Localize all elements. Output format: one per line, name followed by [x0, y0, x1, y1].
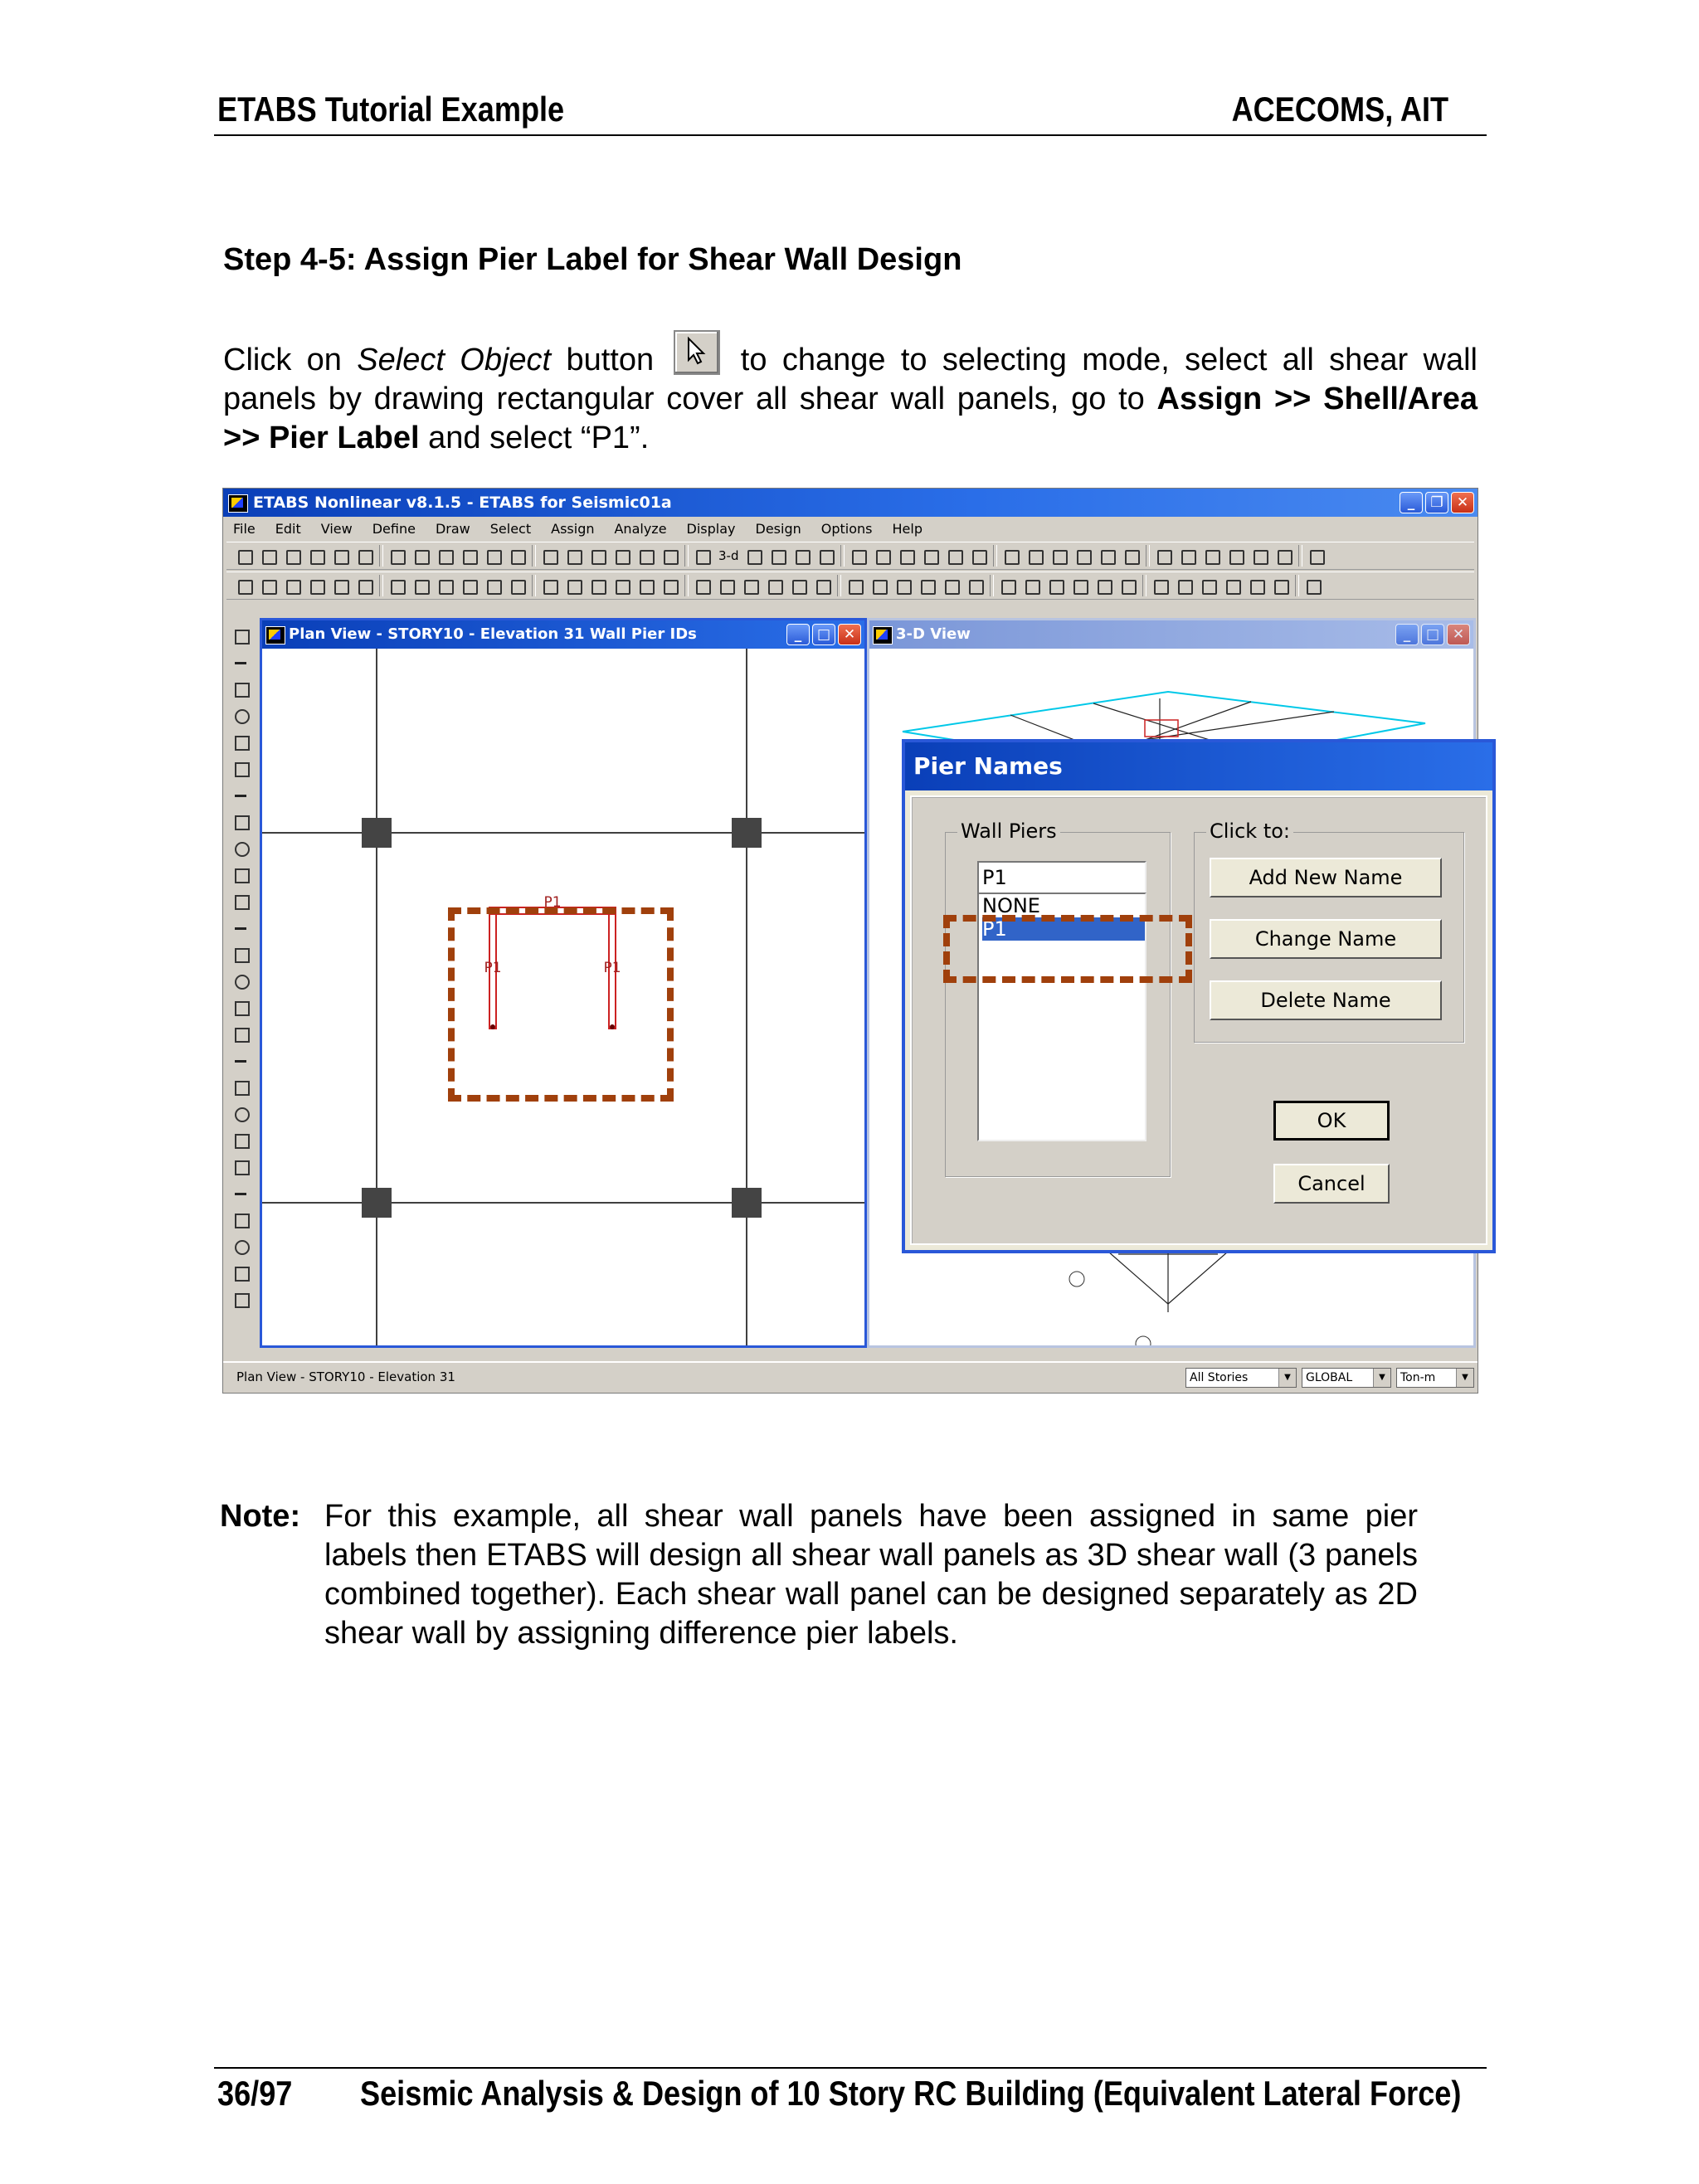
- draw-tool-icon[interactable]: [231, 1184, 251, 1204]
- pier-names-dialog: [902, 739, 1496, 1253]
- draw-tool-icon[interactable]: [231, 706, 251, 726]
- draw-tool-icon[interactable]: [231, 945, 251, 965]
- etabs-window: [222, 488, 1478, 1394]
- pier-label-right: P1: [603, 960, 621, 976]
- coord-system-select[interactable]: GLOBAL ▼: [1302, 1368, 1391, 1388]
- toolbar-tool-icon[interactable]: [893, 576, 913, 595]
- toolbar-separator: [837, 575, 841, 596]
- menu-item-analyze[interactable]: Analyze: [614, 521, 667, 537]
- wall-piers-group: [945, 820, 1171, 1177]
- draw-tool-icon[interactable]: [231, 1051, 251, 1071]
- toolbar-tool-icon[interactable]: [1118, 576, 1138, 595]
- cancel-button[interactable]: Cancel: [1273, 1164, 1390, 1204]
- toolbar-tool-icon[interactable]: [918, 576, 937, 595]
- toolbar-tool-icon[interactable]: [1025, 547, 1045, 565]
- dropdown-arrow-icon: ▼: [1456, 1369, 1473, 1387]
- list-item-selected[interactable]: P1: [982, 917, 1145, 941]
- toolbar-tool-icon[interactable]: [765, 576, 785, 595]
- maximize-button[interactable]: □: [1421, 624, 1444, 645]
- toolbar-separator: [1295, 575, 1299, 596]
- toolbar-tool-icon[interactable]: [1094, 576, 1114, 595]
- instruction-text: and select “P1”.: [419, 421, 650, 455]
- toolbar-tool-icon[interactable]: [969, 547, 989, 565]
- toolbar-tool-icon[interactable]: [897, 547, 917, 565]
- menu-item-design[interactable]: Design: [755, 521, 801, 537]
- toolbar-tool-icon[interactable]: [813, 576, 833, 595]
- pier-name-input[interactable]: P1: [977, 861, 1146, 894]
- stories-select[interactable]: All Stories ▼: [1185, 1368, 1297, 1388]
- draw-tool-icon[interactable]: [231, 653, 251, 673]
- toolbar-tool-icon[interactable]: [411, 576, 431, 595]
- select-object-button-icon: [674, 330, 720, 375]
- toolbar-tool-icon[interactable]: [636, 547, 656, 565]
- draw-tool-icon[interactable]: [231, 1237, 251, 1257]
- instruction-text: Click on: [223, 343, 358, 377]
- toolbar-tool-icon[interactable]: [845, 576, 865, 595]
- toolbar-tool-icon[interactable]: [1247, 576, 1267, 595]
- pier-label-top: P1: [543, 894, 562, 911]
- toolbar-tool-icon[interactable]: [331, 576, 351, 595]
- toolbar-separator: [990, 575, 994, 596]
- header-left: ETABS Tutorial Example: [217, 90, 565, 129]
- menu-item-view[interactable]: View: [320, 521, 353, 537]
- draw-tool-icon[interactable]: [231, 1263, 251, 1283]
- toolbar-tool-icon[interactable]: [564, 576, 584, 595]
- footer-page-number: 36/97: [217, 2074, 293, 2113]
- draw-tool-icon[interactable]: [231, 1077, 251, 1097]
- menu-item-help[interactable]: Help: [892, 521, 923, 537]
- draw-tool-icon[interactable]: [231, 1131, 251, 1150]
- toolbar-tool-icon[interactable]: [1022, 576, 1042, 595]
- toolbar-tool-icon[interactable]: [588, 576, 608, 595]
- minimize-button[interactable]: _: [1395, 624, 1419, 645]
- toolbar-tool-icon[interactable]: [484, 547, 504, 565]
- toolbar-separator: [1142, 575, 1146, 596]
- app-titlebar: [223, 489, 1477, 517]
- toolbar-tool-icon[interactable]: [1175, 576, 1195, 595]
- toolbar-tool-icon[interactable]: [1046, 576, 1066, 595]
- menu-item-options[interactable]: Options: [820, 521, 873, 537]
- toolbar-tool-icon[interactable]: [387, 547, 407, 565]
- toolbar-tool-icon[interactable]: [612, 547, 632, 565]
- toolbar-tool-icon[interactable]: [792, 547, 812, 565]
- toolbar-tool-icon[interactable]: [387, 576, 407, 595]
- toolbar-tool-icon[interactable]: [942, 576, 961, 595]
- 3d-view-titlebar: [869, 620, 1473, 649]
- toolbar-separator: [1298, 545, 1302, 567]
- toolbar-tool-icon[interactable]: [945, 547, 965, 565]
- toolbar-tool-icon[interactable]: [283, 576, 303, 595]
- minimize-button[interactable]: _: [1400, 492, 1423, 513]
- toolbar-tool-icon[interactable]: [636, 576, 656, 595]
- toolbar-tool-icon[interactable]: [966, 576, 986, 595]
- wall-piers-label: Wall Piers: [957, 820, 1060, 843]
- selection-highlight-box: [448, 907, 674, 1102]
- toolbar-tool-icon[interactable]: [1154, 547, 1174, 565]
- close-button[interactable]: ✕: [838, 624, 861, 645]
- header-right: ACECOMS, AIT: [1231, 90, 1448, 129]
- toolbar-tool-icon[interactable]: [1049, 547, 1069, 565]
- draw-tool-icon[interactable]: [231, 1210, 251, 1230]
- draw-tool-icon[interactable]: [231, 812, 251, 832]
- app-title: ETABS Nonlinear v8.1.5 - ETABS for Seismic01a: [253, 494, 672, 512]
- toolbar-tool-icon[interactable]: [259, 547, 279, 565]
- toolbar-tool-icon[interactable]: [1073, 547, 1093, 565]
- instruction-select-object: Select Object: [357, 343, 552, 377]
- plan-view-titlebar: [262, 620, 864, 649]
- dropdown-arrow-icon: ▼: [1278, 1369, 1296, 1387]
- close-button[interactable]: ✕: [1447, 624, 1470, 645]
- menu-item-define[interactable]: Define: [372, 521, 416, 537]
- plan-view-title: Plan View - STORY10 - Elevation 31 Wall Pier IDs: [289, 625, 697, 643]
- dialog-title: Pier Names: [905, 742, 1492, 790]
- toolbar-tool-icon[interactable]: [331, 547, 351, 565]
- draw-tool-icon[interactable]: [231, 732, 251, 752]
- toolbar-tool-icon[interactable]: [307, 576, 327, 595]
- toolbar-tool-icon[interactable]: [307, 547, 327, 565]
- plan-view-window: [260, 618, 867, 1348]
- instruction-paragraph: [223, 330, 1477, 458]
- draw-toolbar: [226, 621, 256, 1364]
- toolbar-tool-icon[interactable]: [1271, 576, 1291, 595]
- note-text: For this example, all shear wall panels have been assigned in same pier labels then ETABS will design all shear wall panels as 3D shear wall (3 panels combined together). Each shear wall panel can be designed separately as 2D shear wall by assigning difference pier labels.: [324, 1499, 1418, 1651]
- toolbar-tool-icon[interactable]: [849, 547, 869, 565]
- toolbar-separator: [532, 545, 536, 567]
- minimize-button[interactable]: _: [786, 624, 810, 645]
- toolbar-tool-icon[interactable]: [484, 576, 504, 595]
- draw-tool-icon[interactable]: [231, 839, 251, 859]
- toolbar-separator: [684, 545, 689, 567]
- toolbar-separator: [840, 545, 845, 567]
- toolbar-tool-icon[interactable]: [508, 547, 528, 565]
- toolbar-tool-icon[interactable]: [564, 547, 584, 565]
- step-title: Step 4-5: Assign Pier Label for Shear Wall Design: [223, 242, 962, 277]
- window-icon: [873, 626, 893, 644]
- draw-tool-icon[interactable]: [231, 1104, 251, 1124]
- menu-item-select[interactable]: Select: [489, 521, 532, 537]
- instruction-text: button: [551, 343, 669, 377]
- etabs-app-icon: [228, 494, 248, 513]
- instruction-text: to change to selecting mode, select all shear wall panels by drawing rectangular cover all shear wall panels, go to: [223, 343, 1478, 416]
- pier-label-left: P1: [484, 960, 502, 976]
- menu-item-edit[interactable]: Edit: [275, 521, 301, 537]
- 3d-view-title: 3-D View: [896, 625, 971, 643]
- toolbar-tool-icon[interactable]: [998, 576, 1018, 595]
- toolbar-tool-icon[interactable]: [741, 576, 761, 595]
- toolbar-tool-icon[interactable]: [869, 576, 889, 595]
- draw-tool-icon[interactable]: [231, 759, 251, 779]
- toolbar-tool-icon[interactable]: [873, 547, 893, 565]
- draw-tool-icon[interactable]: [231, 1290, 251, 1310]
- menu-item-display[interactable]: Display: [686, 521, 736, 537]
- toolbar-separator: [1146, 545, 1150, 567]
- 3d-view-button[interactable]: 3-d: [718, 548, 739, 563]
- maximize-button[interactable]: □: [812, 624, 835, 645]
- add-new-name-button[interactable]: Add New Name: [1210, 858, 1442, 897]
- toolbar-tool-icon[interactable]: [1307, 547, 1327, 565]
- toolbar-tool-icon[interactable]: [1122, 547, 1142, 565]
- toolbar-tool-icon[interactable]: [1226, 547, 1246, 565]
- draw-tool-icon[interactable]: [231, 918, 251, 938]
- instruction-menu-path: Assign >> Shell/Area >> Pier Label: [223, 382, 1477, 455]
- toolbar-row-2: [226, 572, 1474, 600]
- draw-tool-icon[interactable]: [231, 971, 251, 991]
- note-block: [220, 1497, 1418, 1651]
- toolbar-tool-icon[interactable]: [693, 547, 713, 565]
- menu-bar: [223, 518, 1477, 540]
- selection-highlight-box: [943, 915, 1192, 983]
- note-label: Note:: [220, 1499, 301, 1534]
- toolbar-tool-icon[interactable]: [717, 576, 737, 595]
- click-to-label: Click to:: [1206, 820, 1293, 843]
- footer-title: Seismic Analysis & Design of 10 Story RC Building (Equivalent Lateral Force): [360, 2074, 1462, 2113]
- draw-tool-icon[interactable]: [231, 865, 251, 885]
- toolbar-tool-icon[interactable]: [693, 576, 713, 595]
- units-select[interactable]: Ton-m ▼: [1396, 1368, 1474, 1388]
- toolbar-tool-icon[interactable]: [436, 576, 455, 595]
- draw-tool-icon[interactable]: [231, 1024, 251, 1044]
- toolbar-row-1: [226, 542, 1474, 570]
- toolbar-tool-icon[interactable]: [540, 576, 560, 595]
- click-to-group: [1194, 820, 1464, 1043]
- toolbar-tool-icon[interactable]: [283, 547, 303, 565]
- ok-button[interactable]: OK: [1273, 1101, 1390, 1141]
- toolbar-separator: [684, 575, 689, 596]
- close-button[interactable]: ✕: [1451, 492, 1474, 513]
- toolbar-tool-icon[interactable]: [259, 576, 279, 595]
- toolbar-tool-icon[interactable]: [235, 576, 255, 595]
- draw-tool-icon[interactable]: [231, 892, 251, 912]
- toolbar-tool-icon[interactable]: [588, 547, 608, 565]
- toolbar-tool-icon[interactable]: [411, 547, 431, 565]
- toolbar-tool-icon[interactable]: [744, 547, 764, 565]
- toolbar-tool-icon[interactable]: [612, 576, 632, 595]
- toolbar-tool-icon[interactable]: [355, 547, 375, 565]
- toolbar-tool-icon[interactable]: [1250, 547, 1270, 565]
- toolbar-tool-icon[interactable]: [1303, 576, 1323, 595]
- toolbar-separator: [379, 575, 383, 596]
- toolbar-tool-icon[interactable]: [508, 576, 528, 595]
- toolbar-tool-icon[interactable]: [660, 547, 680, 565]
- toolbar-tool-icon[interactable]: [1202, 547, 1222, 565]
- toolbar-tool-icon[interactable]: [1274, 547, 1294, 565]
- toolbar-tool-icon[interactable]: [1098, 547, 1117, 565]
- toolbar-tool-icon[interactable]: [235, 547, 255, 565]
- draw-tool-icon[interactable]: [231, 786, 251, 805]
- restore-button[interactable]: ❐: [1425, 492, 1448, 513]
- toolbar-tool-icon[interactable]: [355, 576, 375, 595]
- toolbar-tool-icon[interactable]: [660, 576, 680, 595]
- menu-item-assign[interactable]: Assign: [551, 521, 595, 537]
- toolbar-tool-icon[interactable]: [1001, 547, 1021, 565]
- toolbar-tool-icon[interactable]: [460, 576, 480, 595]
- toolbar-tool-icon[interactable]: [1151, 576, 1171, 595]
- draw-tool-icon[interactable]: [231, 626, 251, 646]
- window-icon: [265, 626, 285, 644]
- toolbar-separator: [993, 545, 997, 567]
- dropdown-arrow-icon: ▼: [1373, 1369, 1390, 1387]
- toolbar-tool-icon[interactable]: [1223, 576, 1243, 595]
- toolbar-tool-icon[interactable]: [768, 547, 788, 565]
- status-bar: [223, 1361, 1477, 1393]
- toolbar-separator: [532, 575, 536, 596]
- toolbar-tool-icon[interactable]: [789, 576, 809, 595]
- toolbar-tool-icon[interactable]: [436, 547, 455, 565]
- menu-item-draw[interactable]: Draw: [435, 521, 470, 537]
- draw-tool-icon[interactable]: [231, 1157, 251, 1177]
- menu-item-file[interactable]: File: [233, 521, 256, 537]
- draw-tool-icon[interactable]: [231, 998, 251, 1018]
- toolbar-tool-icon[interactable]: [460, 547, 480, 565]
- draw-tool-icon[interactable]: [231, 679, 251, 699]
- toolbar-tool-icon[interactable]: [816, 547, 836, 565]
- dialog-body: [910, 795, 1487, 1245]
- change-name-button[interactable]: Change Name: [1210, 919, 1442, 959]
- toolbar-tool-icon[interactable]: [540, 547, 560, 565]
- delete-name-button[interactable]: Delete Name: [1210, 980, 1442, 1020]
- toolbar-tool-icon[interactable]: [1178, 547, 1198, 565]
- toolbar-tool-icon[interactable]: [921, 547, 941, 565]
- toolbar-separator: [379, 545, 383, 567]
- toolbar-tool-icon[interactable]: [1199, 576, 1219, 595]
- list-item[interactable]: NONE: [982, 894, 1040, 917]
- toolbar-tool-icon[interactable]: [1070, 576, 1090, 595]
- header-rule: [214, 134, 1487, 136]
- footer-rule: [214, 2067, 1487, 2069]
- status-text: Plan View - STORY10 - Elevation 31: [236, 1369, 455, 1384]
